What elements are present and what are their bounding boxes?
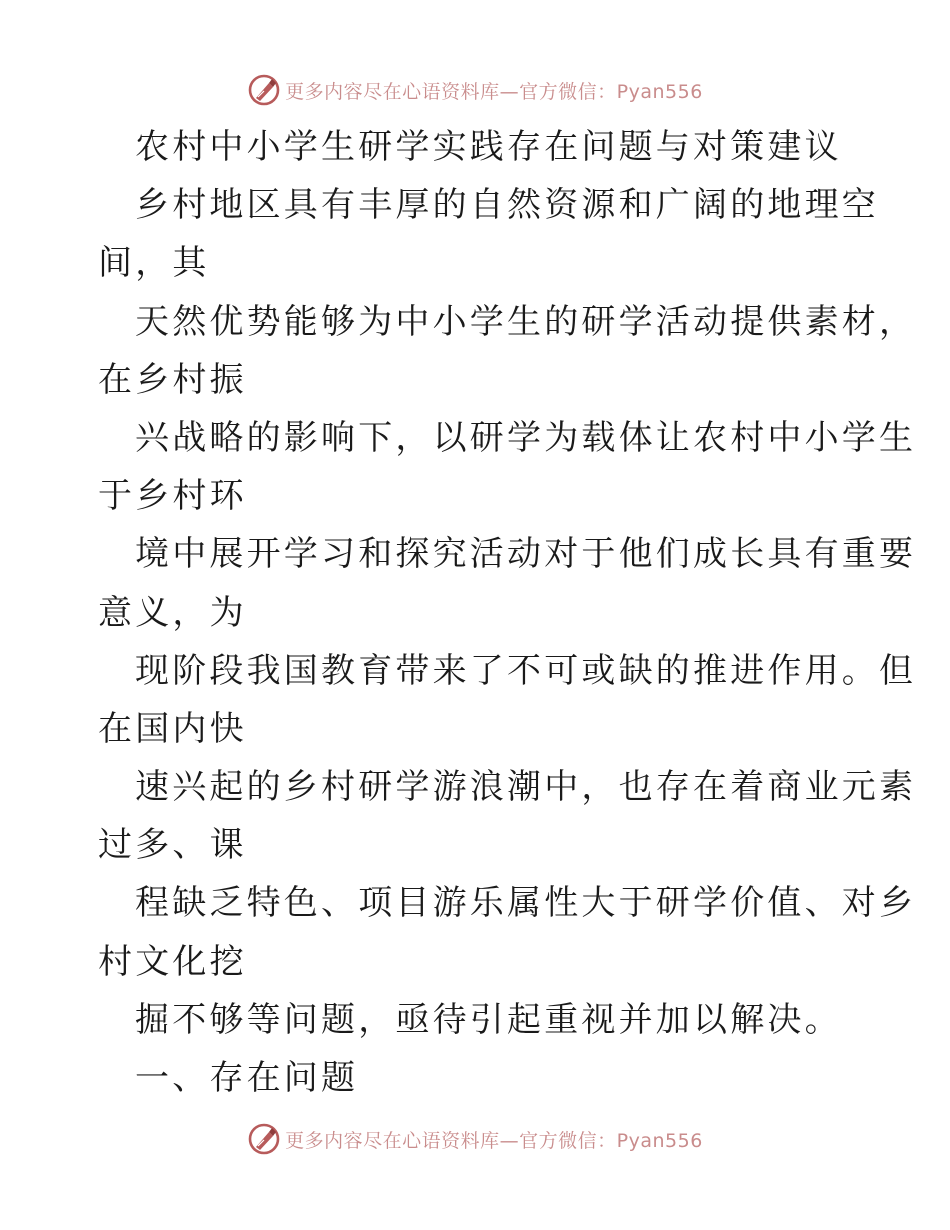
paragraph-line: 于乡村环 (98, 476, 247, 517)
paragraph-line: 间，其 (98, 243, 210, 284)
document-title: 农村中小学生研学实践存在问题与对策建议 (135, 127, 842, 167)
paragraph-line: 速兴起的乡村研学游浪潮中，也存在着商业元素 (135, 767, 917, 808)
paragraph-line: 境中展开学习和探究活动对于他们成长具有重要 (135, 534, 917, 575)
footer-banner (0, 1119, 950, 1159)
fountain-pen-logo-icon (247, 73, 281, 107)
paragraph-line: 乡村地区具有丰厚的自然资源和广阔的地理空 (135, 185, 879, 226)
footer-banner-text: 更多内容尽在心语资料库—官方微信：Pyan556 (285, 1129, 703, 1152)
paragraph-line: 兴战略的影响下，以研学为载体让农村中小学生 (135, 417, 917, 458)
paragraph-line: 天然优势能够为中小学生的研学活动提供素材， (135, 301, 917, 342)
document-body (98, 118, 917, 1107)
header-banner-text: 更多内容尽在心语资料库—官方微信：Pyan556 (285, 80, 703, 103)
paragraph-line: 程缺乏特色、项目游乐属性大于研学价值、对乡 (135, 883, 917, 924)
paragraph-line: 意义，为 (98, 592, 247, 633)
paragraph-line: 在国内快 (98, 708, 247, 749)
paragraph-line: 在乡村振 (98, 359, 247, 400)
paragraph-line: 现阶段我国教育带来了不可或缺的推进作用。但 (135, 650, 917, 691)
paragraph-line: 过多、课 (98, 825, 247, 866)
paragraph-line: 村文化挖 (98, 941, 247, 982)
section-heading: 一、存在问题 (135, 1058, 359, 1098)
fountain-pen-logo-icon (247, 1122, 281, 1156)
paragraph-line: 掘不够等问题，亟待引起重视并加以解决。 (135, 999, 842, 1040)
header-banner (0, 70, 950, 110)
